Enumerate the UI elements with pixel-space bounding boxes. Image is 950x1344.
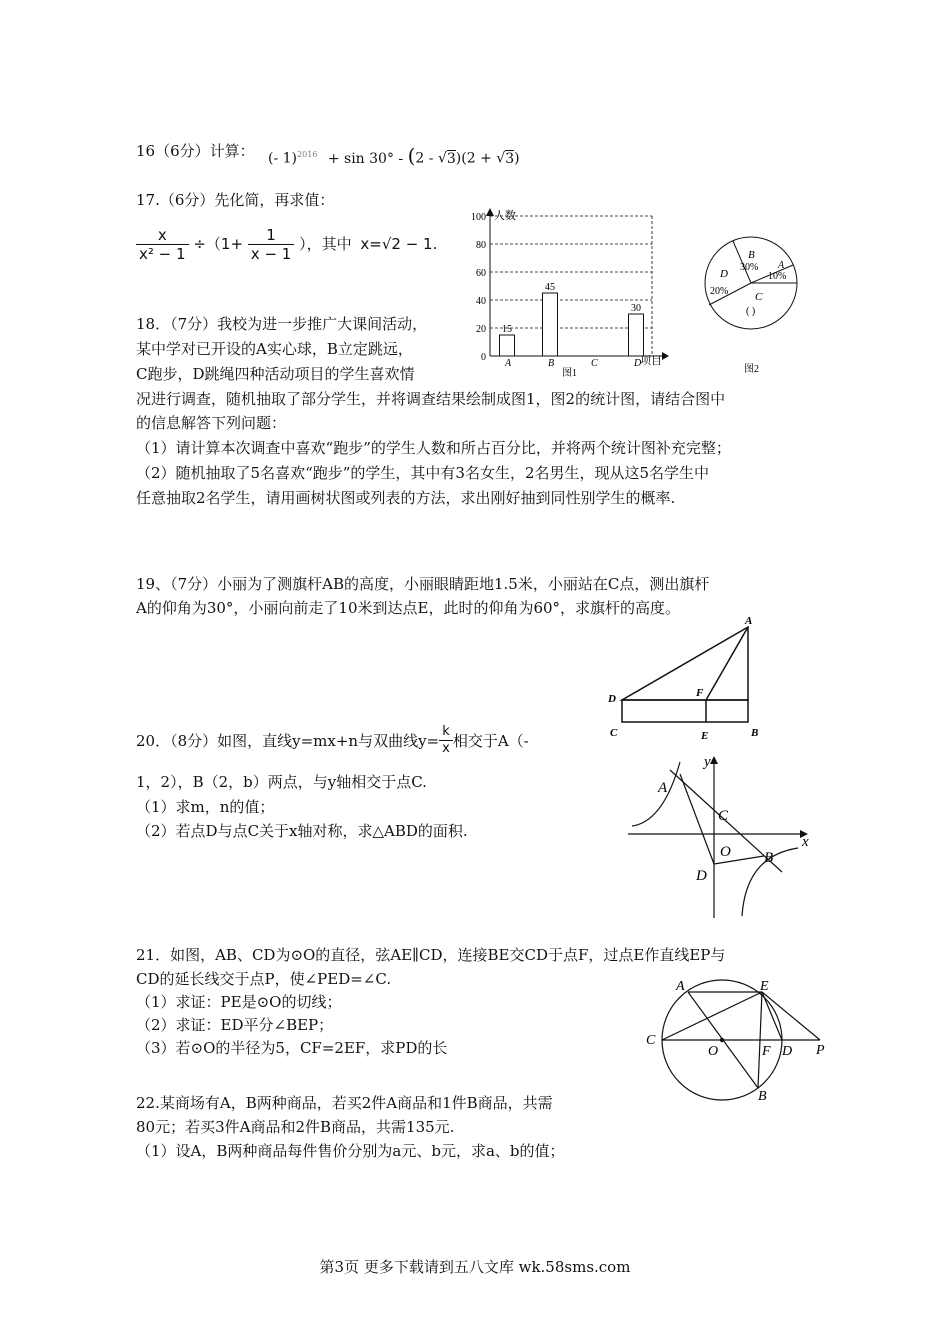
q18-line-8: 任意抽取2名学生，请用画树状图或列表的方法，求出刚好抽到同性别学生的概率. (136, 489, 676, 507)
data-label-d: 30 (631, 303, 641, 314)
pie-caption: 图2 (744, 364, 759, 375)
q18-line-7: （2）随机抽取了5名喜欢“跑步”的学生，其中有3名女生，2名男生，现从这5名学生中 (136, 464, 710, 482)
line-ed (762, 992, 782, 1040)
q21-line-1: 21．如图，AB、CD为⊙O的直径，弦AE∥CD，连接BE交CD于点F，过点E作直线EP与 (136, 946, 726, 964)
q20-line-3: （1）求m，n的值； (136, 798, 275, 816)
sqrt-icon: √ (437, 150, 447, 167)
q18-line-5: 的信息解答下列问题： (136, 414, 287, 432)
q16-sqrt-arg: 3 (446, 150, 456, 167)
q16-term1: (- 1) (268, 150, 298, 167)
center-dot (720, 1038, 724, 1042)
pie-pct-b: 30% (740, 262, 759, 273)
q22-line-3: （1）设A，B两种商品每件售价分别为a元、b元，求a、b的值； (136, 1142, 565, 1160)
q20-line-4: （2）若点D与点C关于x轴对称，求△ABD的面积. (136, 822, 468, 840)
label-x: x (802, 834, 809, 850)
q21-line-3: （1）求证：PE是⊙O的切线； (136, 993, 342, 1011)
x-tick-label-d: D (634, 358, 642, 369)
q18-line-1: 18．（7分）我校为进一步推广大课间活动， (136, 315, 428, 333)
label-b: B (764, 850, 774, 866)
x-axis-arrow-icon (662, 352, 669, 360)
y-tick-label: 0 (481, 352, 486, 363)
q18-line-3: C跑步，D跳绳四种活动项目的学生喜欢情 (136, 365, 415, 383)
label-a: A (676, 979, 685, 994)
q20-frac (439, 724, 453, 757)
label-c: C (610, 727, 618, 739)
pie-pct-a: 10% (768, 271, 787, 282)
sqrt-icon: √ (496, 150, 506, 167)
bar-a (500, 335, 515, 356)
q21-line-2: CD的延长线交于点P，使∠PED=∠C. (136, 970, 392, 988)
q20-line-1a: 20．（8分）如图，直线y=mx+n与双曲线y= (136, 732, 440, 750)
y-tick-label: 80 (476, 240, 486, 251)
q17-frac1-den: x² − 1 (139, 245, 186, 263)
ground-rect (622, 700, 748, 722)
q17-frac2-den: x − 1 (250, 245, 292, 263)
q20-line-2: 1，2），B（2，b）两点，与y轴相交于点C. (136, 773, 427, 791)
label-c: C (718, 808, 729, 824)
y-tick-label: 20 (476, 324, 486, 335)
q18-line-6: （1）请计算本次调查中喜欢“跑步”的学生人数和所占百分比，并将两个统计图补充完整； (136, 439, 731, 457)
x-tick-label-a: A (505, 358, 512, 369)
q17-label: 17.（6分）先化简，再求值： (136, 191, 335, 209)
q16-term3c: ) (514, 150, 520, 167)
label-a: A (658, 780, 668, 796)
q16-sqrt-arg-2: 3 (505, 150, 515, 167)
flagpole-figure (600, 612, 770, 742)
chart-caption: 图1 (562, 368, 577, 378)
pie-letter-a: A (778, 260, 785, 271)
line-ad (680, 774, 714, 864)
q17-frac1 (136, 226, 189, 263)
line-ce (662, 992, 762, 1040)
label-d: D (782, 1044, 793, 1059)
label-e: E (760, 979, 769, 994)
data-label-a: 15 (502, 324, 512, 335)
q17-frac1-num: x (136, 226, 189, 245)
q21-line-4: （2）求证：ED平分∠BEP； (136, 1016, 334, 1034)
q20-line-1 (136, 724, 529, 757)
q16-term3b: )(2 + (455, 150, 492, 167)
label-b: B (751, 727, 759, 739)
data-label-b: 45 (545, 282, 555, 293)
q20-line-1b: 相交于A（- (452, 732, 529, 750)
q16-term3a: 2 - (415, 150, 434, 167)
q22-line-1: 22.某商场有A，B两种商品，若买2件A商品和1件B商品，共需 (136, 1094, 553, 1112)
q20-frac-den: x (442, 741, 450, 756)
q19-line-1: 19、（7分）小丽为了测旗杆AB的高度，小丽眼睛距地1.5米，小丽站在C点，测出旗杆 (136, 575, 710, 593)
q21-line-5: （3）若⊙O的半径为5，CF=2EF，求PD的长 (136, 1039, 448, 1057)
q17-frac2-num: 1 (248, 226, 295, 245)
circle-figure (640, 972, 840, 1107)
bar-chart (462, 206, 680, 378)
y-tick-label: 100 (471, 212, 486, 223)
label-o: O (708, 1044, 719, 1059)
label-y: y (704, 754, 711, 770)
q17-expression (136, 226, 437, 263)
label-e: E (701, 730, 709, 742)
pie-letter-b: B (748, 249, 755, 261)
q22-line-2: 80元；若买3件A商品和2件B商品，共需135元. (136, 1118, 455, 1136)
x-axis-label: 项目 (640, 355, 662, 367)
q17-close: ），其中 (299, 235, 352, 253)
q17-frac2 (248, 226, 295, 263)
q17-div: ÷（1+ (193, 235, 244, 253)
pie-pct-d: 20% (710, 286, 729, 297)
y-tick-label: 60 (476, 268, 486, 279)
q16-term2: + sin 30° - (327, 150, 404, 167)
label-d: D (696, 868, 707, 884)
q16-paren: ( (407, 143, 416, 168)
label-a: A (745, 615, 753, 627)
q16-exponent: 2016 (297, 150, 318, 159)
q16-expression (268, 143, 520, 171)
x-tick-label-c: C (591, 358, 598, 369)
label-c: C (646, 1033, 656, 1048)
sight-line-triangle (622, 627, 748, 700)
y-tick-label: 40 (476, 296, 486, 307)
hyperbola-branch-upper (632, 762, 680, 826)
hyperbola-figure (618, 752, 818, 922)
label-p: P (816, 1043, 825, 1058)
label-d: D (608, 693, 616, 705)
x-tick-label-b: B (548, 358, 555, 369)
y-axis-arrow-icon (710, 756, 718, 764)
label-b: B (758, 1089, 767, 1104)
y-axis-label: 人数 (494, 210, 516, 222)
label-f: F (762, 1044, 771, 1059)
q18-line-4: 况进行调查，随机抽取了部分学生，并将调查结果绘制成图1，图2的统计图，请结合图中 (136, 390, 726, 408)
tangent-ep (762, 992, 820, 1040)
bar-b (543, 293, 558, 356)
q19-line-2: A的仰角为30°，小丽向前走了10米到达点E，此时的仰角为60°，求旗杆的高度。 (136, 599, 681, 617)
pie-letter-c: C (755, 291, 763, 303)
q17-xval: x=√2 − 1 (360, 235, 433, 253)
q16-label: 16（6分）计算： (136, 142, 255, 160)
label-o: O (720, 844, 731, 860)
pie-pct-c: ( ) (746, 306, 756, 317)
q20-frac-num: k (439, 724, 453, 741)
bar-d (629, 314, 644, 356)
pie-letter-d: D (720, 268, 728, 280)
page-footer: 第3页 更多下载请到五八文库 wk.58sms.com (319, 1258, 631, 1276)
q18-line-2: 某中学对已开设的A实心球，B立定跳远， (136, 340, 413, 358)
q17-dot: . (432, 235, 438, 253)
sight-line-60 (706, 627, 748, 700)
y-axis-arrow-icon (486, 208, 494, 216)
label-f: F (696, 687, 704, 699)
pie-chart (700, 232, 804, 380)
